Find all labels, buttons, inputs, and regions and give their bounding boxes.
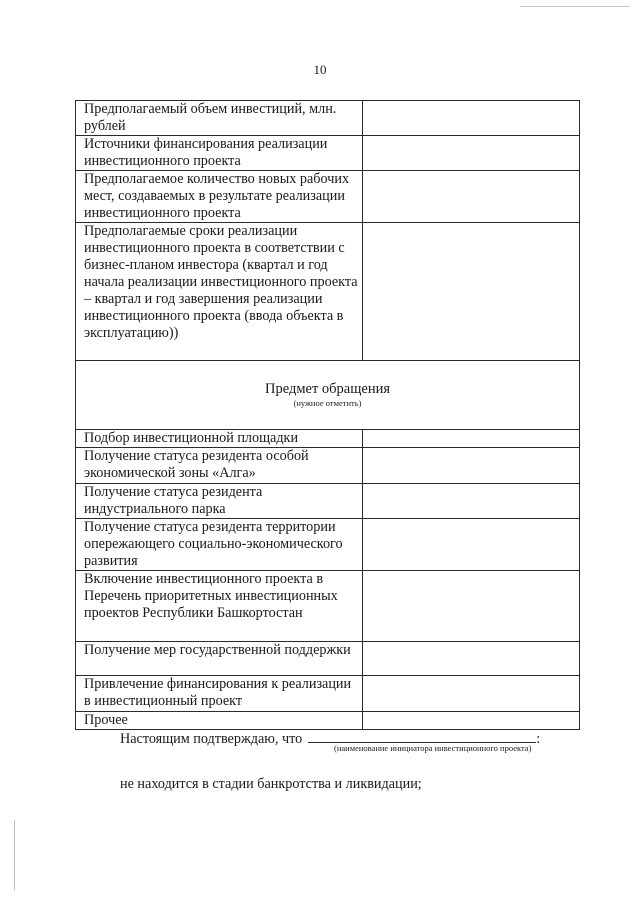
table-row bbox=[76, 223, 580, 361]
row-checkbox-other[interactable] bbox=[363, 712, 580, 730]
row-checkbox-advanced-development-territory[interactable] bbox=[363, 519, 580, 571]
row-value-financing-sources[interactable] bbox=[363, 136, 580, 171]
section-hint: (нужное отметить) bbox=[293, 398, 362, 408]
table-row bbox=[76, 101, 580, 136]
row-checkbox-state-support[interactable] bbox=[363, 642, 580, 676]
section-title: Предмет обращения bbox=[264, 381, 391, 397]
table-row bbox=[76, 448, 580, 484]
row-checkbox-site-selection[interactable] bbox=[363, 430, 580, 448]
confirmation-text: Настоящим подтверждаю, что bbox=[120, 731, 303, 747]
row-label-sez-alga: Получение статуса резидента особой экономической зоны «Алга» bbox=[76, 448, 363, 484]
initiator-name-caption: (наименование инициатора инвестиционного проекта) bbox=[334, 743, 532, 753]
row-label-state-support: Получение мер государственной поддержки bbox=[76, 642, 363, 676]
section-header bbox=[76, 361, 580, 430]
row-value-new-jobs[interactable] bbox=[363, 171, 580, 223]
table-row bbox=[76, 676, 580, 712]
initiator-name-blank[interactable] bbox=[308, 730, 536, 743]
row-checkbox-financing-attraction[interactable] bbox=[363, 676, 580, 712]
table-row bbox=[76, 571, 580, 642]
row-label-new-jobs: Предполагаемое количество новых рабочих мест, создаваемых в результате реализации инвестиционного проекта bbox=[76, 171, 363, 223]
row-value-implementation-terms[interactable] bbox=[363, 223, 580, 361]
row-checkbox-industrial-park[interactable] bbox=[363, 484, 580, 519]
scan-edge-mark bbox=[520, 6, 630, 7]
table-row bbox=[76, 171, 580, 223]
row-label-financing-sources: Источники финансирования реализации инвестиционного проекта bbox=[76, 136, 363, 171]
table-row bbox=[76, 519, 580, 571]
row-label-investment-volume: Предполагаемый объем инвестиций, млн. рублей bbox=[76, 101, 363, 136]
row-checkbox-priority-projects-list[interactable] bbox=[363, 571, 580, 642]
page-number: 10 bbox=[313, 62, 327, 77]
table-row bbox=[76, 430, 580, 448]
table-row bbox=[76, 712, 580, 730]
row-label-advanced-development-territory: Получение статуса резидента территории опережающего социально-экономического развития bbox=[76, 519, 363, 571]
row-label-implementation-terms: Предполагаемые сроки реализации инвестиционного проекта в соответствии с бизнес-планом инвестора (квартал и год начала реализации инвестиционного проекта – квартал и год завершения реализации инвестиционного проекта (ввода объекта в эксплуатацию)) bbox=[76, 223, 363, 361]
row-label-financing-attraction: Привлечение финансирования к реализации в инвестиционный проект bbox=[76, 676, 363, 712]
investment-project-form-table bbox=[75, 100, 580, 730]
row-label-priority-projects-list: Включение инвестиционного проекта в Перечень приоритетных инвестиционных проектов Республики Башкортостан bbox=[76, 571, 363, 642]
section-header-row bbox=[76, 361, 580, 430]
confirmation-colon: : bbox=[536, 731, 541, 747]
bankruptcy-status-text: не находится в стадии банкротства и ликвидации; bbox=[120, 776, 422, 792]
table-row bbox=[76, 136, 580, 171]
row-checkbox-sez-alga[interactable] bbox=[363, 448, 580, 484]
row-label-industrial-park: Получение статуса резидента индустриального парка bbox=[76, 484, 363, 519]
table-row bbox=[76, 484, 580, 519]
row-label-site-selection: Подбор инвестиционной площадки bbox=[76, 430, 363, 448]
scan-margin-mark bbox=[14, 820, 15, 890]
table-row bbox=[76, 642, 580, 676]
row-label-other: Прочее bbox=[76, 712, 363, 730]
row-value-investment-volume[interactable] bbox=[363, 101, 580, 136]
